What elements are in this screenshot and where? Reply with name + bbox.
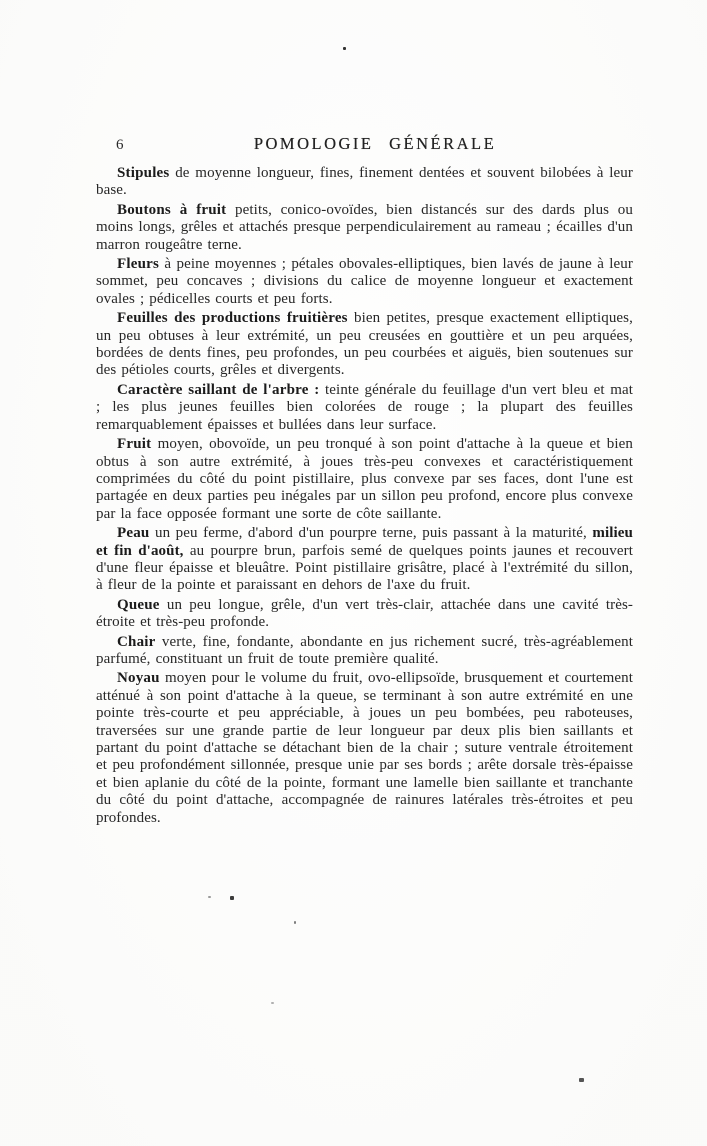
page-number: 6	[116, 137, 124, 153]
paragraph-chair	[96, 634, 633, 669]
paragraph-text: moyen, obovoïde, un peu tronqué à son point d'attache à la queue et bien obtus à son autre extrémité, à joues très-peu convexes et caractéristiquement comprimées du côté du point pistillaire, plus convexe par ses faces, dont l'une est partagée en deux parties peu inégales par un sillon peu profond, encore plus convexe par la face opposée formant une sorte de côte saillante.	[96, 436, 634, 522]
term-fleurs: Fleurs	[117, 256, 160, 273]
running-head	[96, 134, 632, 156]
term-stipules: Stipules	[117, 165, 170, 181]
paragraph-text: un peu ferme, d'abord d'un pourpre terne, puis passant à la maturité,	[154, 525, 587, 542]
paragraph-text: de moyenne longueur, fines, finement dentées et souvent bilobées à leur base.	[96, 165, 633, 199]
term-chair: Chair	[117, 633, 156, 650]
paragraph-text: bien petites, presque exactement elliptiques, un peu obtuses à leur extrémité, un peu creusées en gouttière et un peu arquées, bordées de dents fines, peu profondes, un peu courbées et aiguës, bien soutenues sur des pétioles courts, grêles et divergents.	[96, 310, 633, 379]
scan-speck	[579, 1078, 584, 1082]
paragraph-boutons-a-fruit	[96, 202, 633, 254]
term-queue: Queue	[117, 596, 160, 613]
term-noyau: Noyau	[117, 670, 160, 687]
running-title: POMOLOGIE GÉNÉRALE	[253, 134, 497, 153]
paragraph-text: au pourpre brun, parfois semé de quelques points jaunes et recouvert d'une fleur épaisse et bleuâtre. Point pistillaire grisâtre, placé à l'extrémité du sillon, à fleur de la pointe et paraissant en dehors de l'axe du fruit.	[96, 542, 633, 594]
paragraph-peau	[96, 525, 633, 595]
paragraph-text: moyen pour le volume du fruit, ovo-ellipsoïde, brusquement et courtement atténué à son point d'attache à la queue, se terminant à son autre extrémité en une pointe très-courte et peu appréciable, à joues un peu bombées, peu raboteuses, traversées sur une grande partie de leur longueur par deux plis bien saillants et partant du point d'attache se détachant bien de la chair ; suture ventrale étroitement et peu profondément sillonnée, presque unie par ses bords ; arête dorsale très-épaisse et bien aplanie du côté de la pointe, formant une lamelle bien saillante et tranchante du côté du point d'attache, accompagnée de rainures latérales très-étroites et peu profondes.	[96, 670, 633, 826]
scan-speck	[271, 1002, 274, 1004]
paragraph-text: verte, fine, fondante, abondante en jus richement sucré, très-agréablement parfumé, constituant un fruit de toute première qualité.	[96, 633, 633, 667]
term-fruit: Fruit	[117, 436, 152, 453]
paragraph-stipules	[96, 165, 633, 200]
term-feuilles: Feuilles des productions fruitières	[117, 310, 348, 327]
scan-speck	[294, 921, 296, 924]
paragraph-fruit	[96, 436, 633, 523]
paragraph-caractere-saillant	[96, 382, 633, 434]
paragraph-queue	[96, 597, 633, 632]
paragraph-feuilles	[96, 310, 633, 380]
term-boutons-a-fruit: Boutons à fruit	[117, 201, 227, 218]
paragraph-text: petits, conico-ovoïdes, bien distancés sur des dards plus ou moins longs, grêles et attachés presque perpendiculairement au rameau ; écailles d'un marron rougeâtre terne.	[96, 201, 633, 253]
term-caractere-saillant: Caractère saillant de l'arbre :	[117, 381, 320, 398]
paragraph-fleurs	[96, 256, 633, 308]
paragraph-noyau	[96, 670, 633, 827]
scan-speck	[343, 47, 346, 50]
body-text	[96, 165, 633, 829]
paragraph-text: à peine moyennes ; pétales obovales-elliptiques, bien lavés de jaune à leur sommet, peu concaves ; divisions du calice de moyenne longueur et exactement ovales ; pédicelles courts et peu forts.	[96, 256, 633, 307]
term-milieu-fin-aout: milieu et fin d'août,	[96, 525, 633, 559]
scan-speck	[230, 896, 234, 900]
term-peau: Peau	[117, 525, 150, 542]
paragraph-text: teinte générale du feuillage d'un vert bleu et mat ; les plus jeunes feuilles bien colorées de rouge ; la plupart des feuilles remarquablement épaisses et bullées dans leur surface.	[96, 381, 633, 433]
paragraph-text: un peu longue, grêle, d'un vert très-clair, attachée dans une cavité très-étroite et très-peu profonde.	[96, 596, 633, 631]
scan-speck	[208, 896, 211, 898]
